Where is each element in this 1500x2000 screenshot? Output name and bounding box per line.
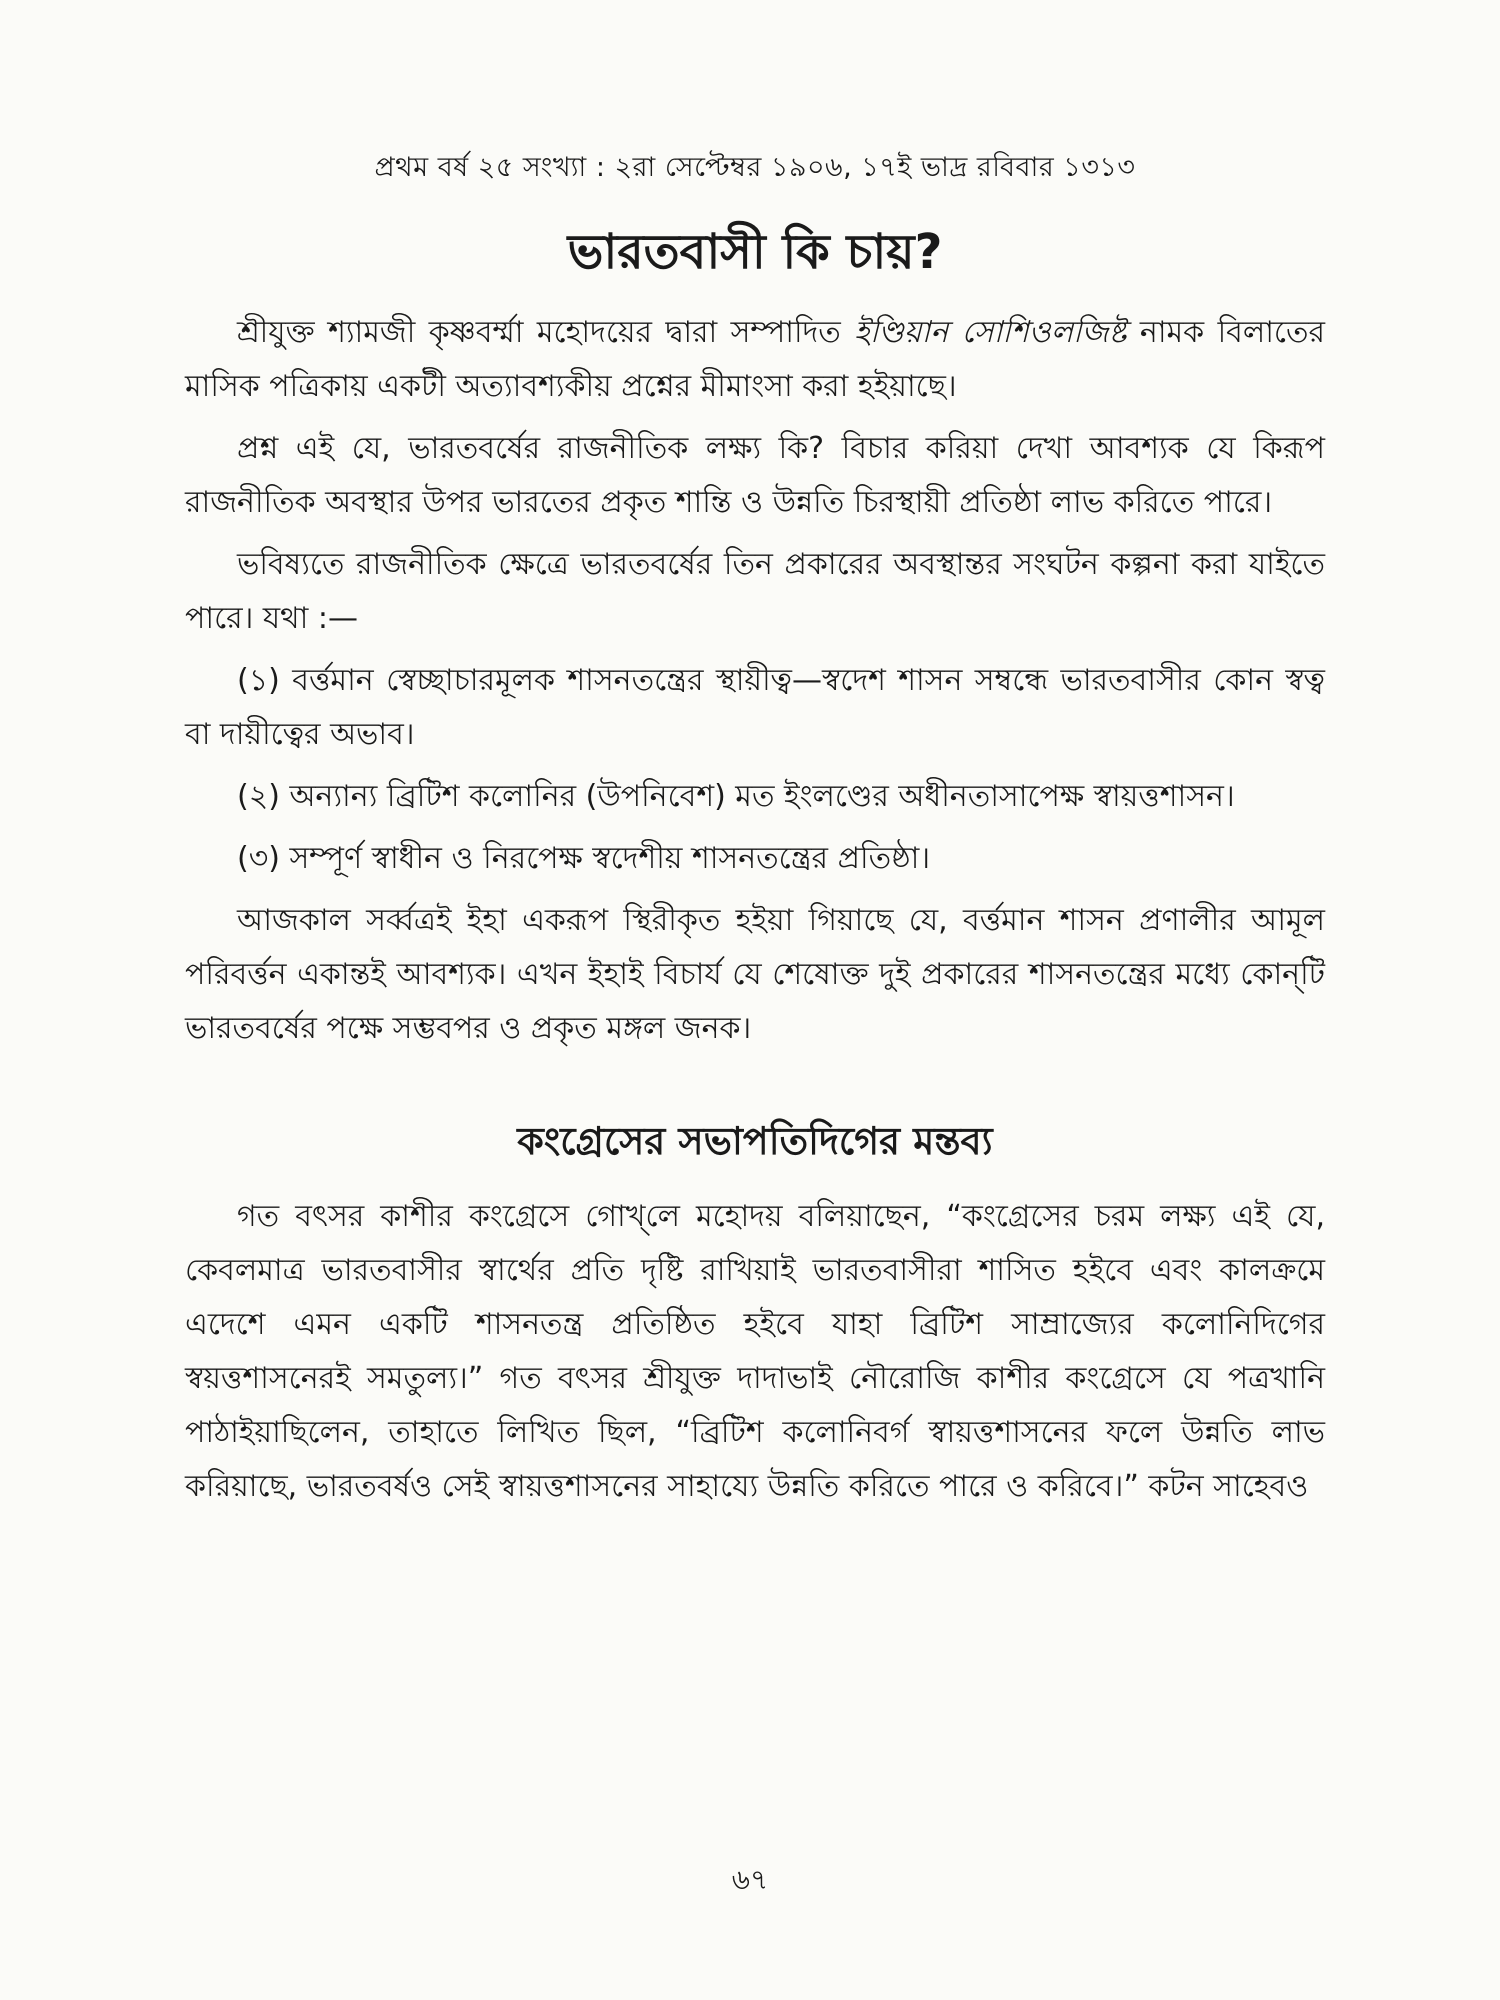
issue-header: প্রথম বর্ষ ২৫ সংখ্যা : ২রা সেপ্টেম্বর ১৯০৬, ১৭ই ভাদ্র রবিবার ১৩১৩ xyxy=(374,152,1136,183)
list-item: (২) অন্যান্য ব্রিটিশ কলোনির (উপনিবেশ) মত ইংলণ্ডের অধীনতাসাপেক্ষ স্বায়ত্তশাসন। xyxy=(237,779,1235,814)
paragraph: আজকাল সর্ব্বত্রই ইহা একরূপ স্থিরীকৃত হইয়া গিয়াছে যে, বর্ত্তমান শাসন প্রণালীর আমূল পরিবর্ত্তন একান্তই আবশ্যক। এখন ইহাই বিচার্য যে শেষোক্ত দুই প্রকারের শাসনতন্ত্রের মধ্যে কোন্‌টি ভারতবর্ষের পক্ষে সম্ভবপর ও প্রকৃত মঙ্গল জনক। xyxy=(185,903,1325,1046)
paragraph: ভবিষ্যতে রাজনীতিক ক্ষেত্রে ভারতবর্ষের তিন প্রকারের অবস্থান্তর সংঘটন কল্পনা করা যাইতে পারে। যথা :— xyxy=(185,547,1325,636)
list-item: (১) বর্ত্তমান স্বেচ্ছাচারমূলক শাসনতন্ত্রের স্থায়ীত্ব—স্বদেশ শাসন সম্বন্ধে ভারতবাসীর কোন স্বত্ব বা দায়ীত্বের অভাব। xyxy=(185,663,1325,752)
paragraph-text: শ্রীযুক্ত শ্যামজী কৃষ্ণবর্ম্মা মহোদয়ের দ্বারা সম্পাদিত xyxy=(237,315,855,350)
article-title: ভারতবাসী কি চায়? xyxy=(567,224,943,280)
journal-name: ইণ্ডিয়ান সোশিওলজিষ্ট xyxy=(854,315,1127,350)
section-title: কংগ্রেসের সভাপতিদিগের মন্তব্য xyxy=(517,1119,993,1163)
paragraph: গত বৎসর কাশীর কংগ্রেসে গোখ্‌লে মহোদয় বলিয়াছেন, “কংগ্রেসের চরম লক্ষ্য এই যে, কেবলমাত্র ভারতবাসীর স্বার্থের প্রতি দৃষ্টি রাখিয়াই ভারতবাসীরা শাসিত হইবে এবং কালক্রমে এদেশে এমন একটি শাসনতন্ত্র প্রতিষ্ঠিত হইবে যাহা ব্রিটিশ সাম্রাজ্যের কলোনিদিগের স্বয়ত্তশাসনেরই সমতুল্য।” গত বৎসর শ্রীযুক্ত দাদাভাই নৌরোজি কাশীর কংগ্রেসে যে পত্রখানি পাঠাইয়াছিলেন, তাহাতে লিখিত ছিল, “ব্রিটিশ কলোনিবর্গ স্বায়ত্তশাসনের ফলে উন্নতি লাভ করিয়াছে, ভারতবর্ষও সেই স্বায়ত্তশাসনের সাহায্যে উন্নতি করিতে পারে ও করিবে।” কটন সাহেবও xyxy=(185,1199,1325,1504)
paragraph: প্রশ্ন এই যে, ভারতবর্ষের রাজনীতিক লক্ষ্য কি? বিচার করিয়া দেখা আবশ্যক যে কিরূপ রাজনীতিক অবস্থার উপর ভারতের প্রকৃত শান্তি ও উন্নতি চিরস্থায়ী প্রতিষ্ঠা লাভ করিতে পারে। xyxy=(185,431,1325,520)
list-item: (৩) সম্পূর্ণ স্বাধীন ও নিরপেক্ষ স্বদেশীয় শাসনতন্ত্রের প্রতিষ্ঠা। xyxy=(237,841,931,876)
page-number: ৬৭ xyxy=(731,1863,769,1896)
paragraph-text: নামক বিলাতের মাসিক পত্রিকায় একটী অত্যাবশ্যকীয় প্রশ্নের মীমাংসা করা হইয়াছে। xyxy=(185,315,1325,404)
paragraph xyxy=(185,306,1325,414)
text-column xyxy=(185,148,1325,1522)
